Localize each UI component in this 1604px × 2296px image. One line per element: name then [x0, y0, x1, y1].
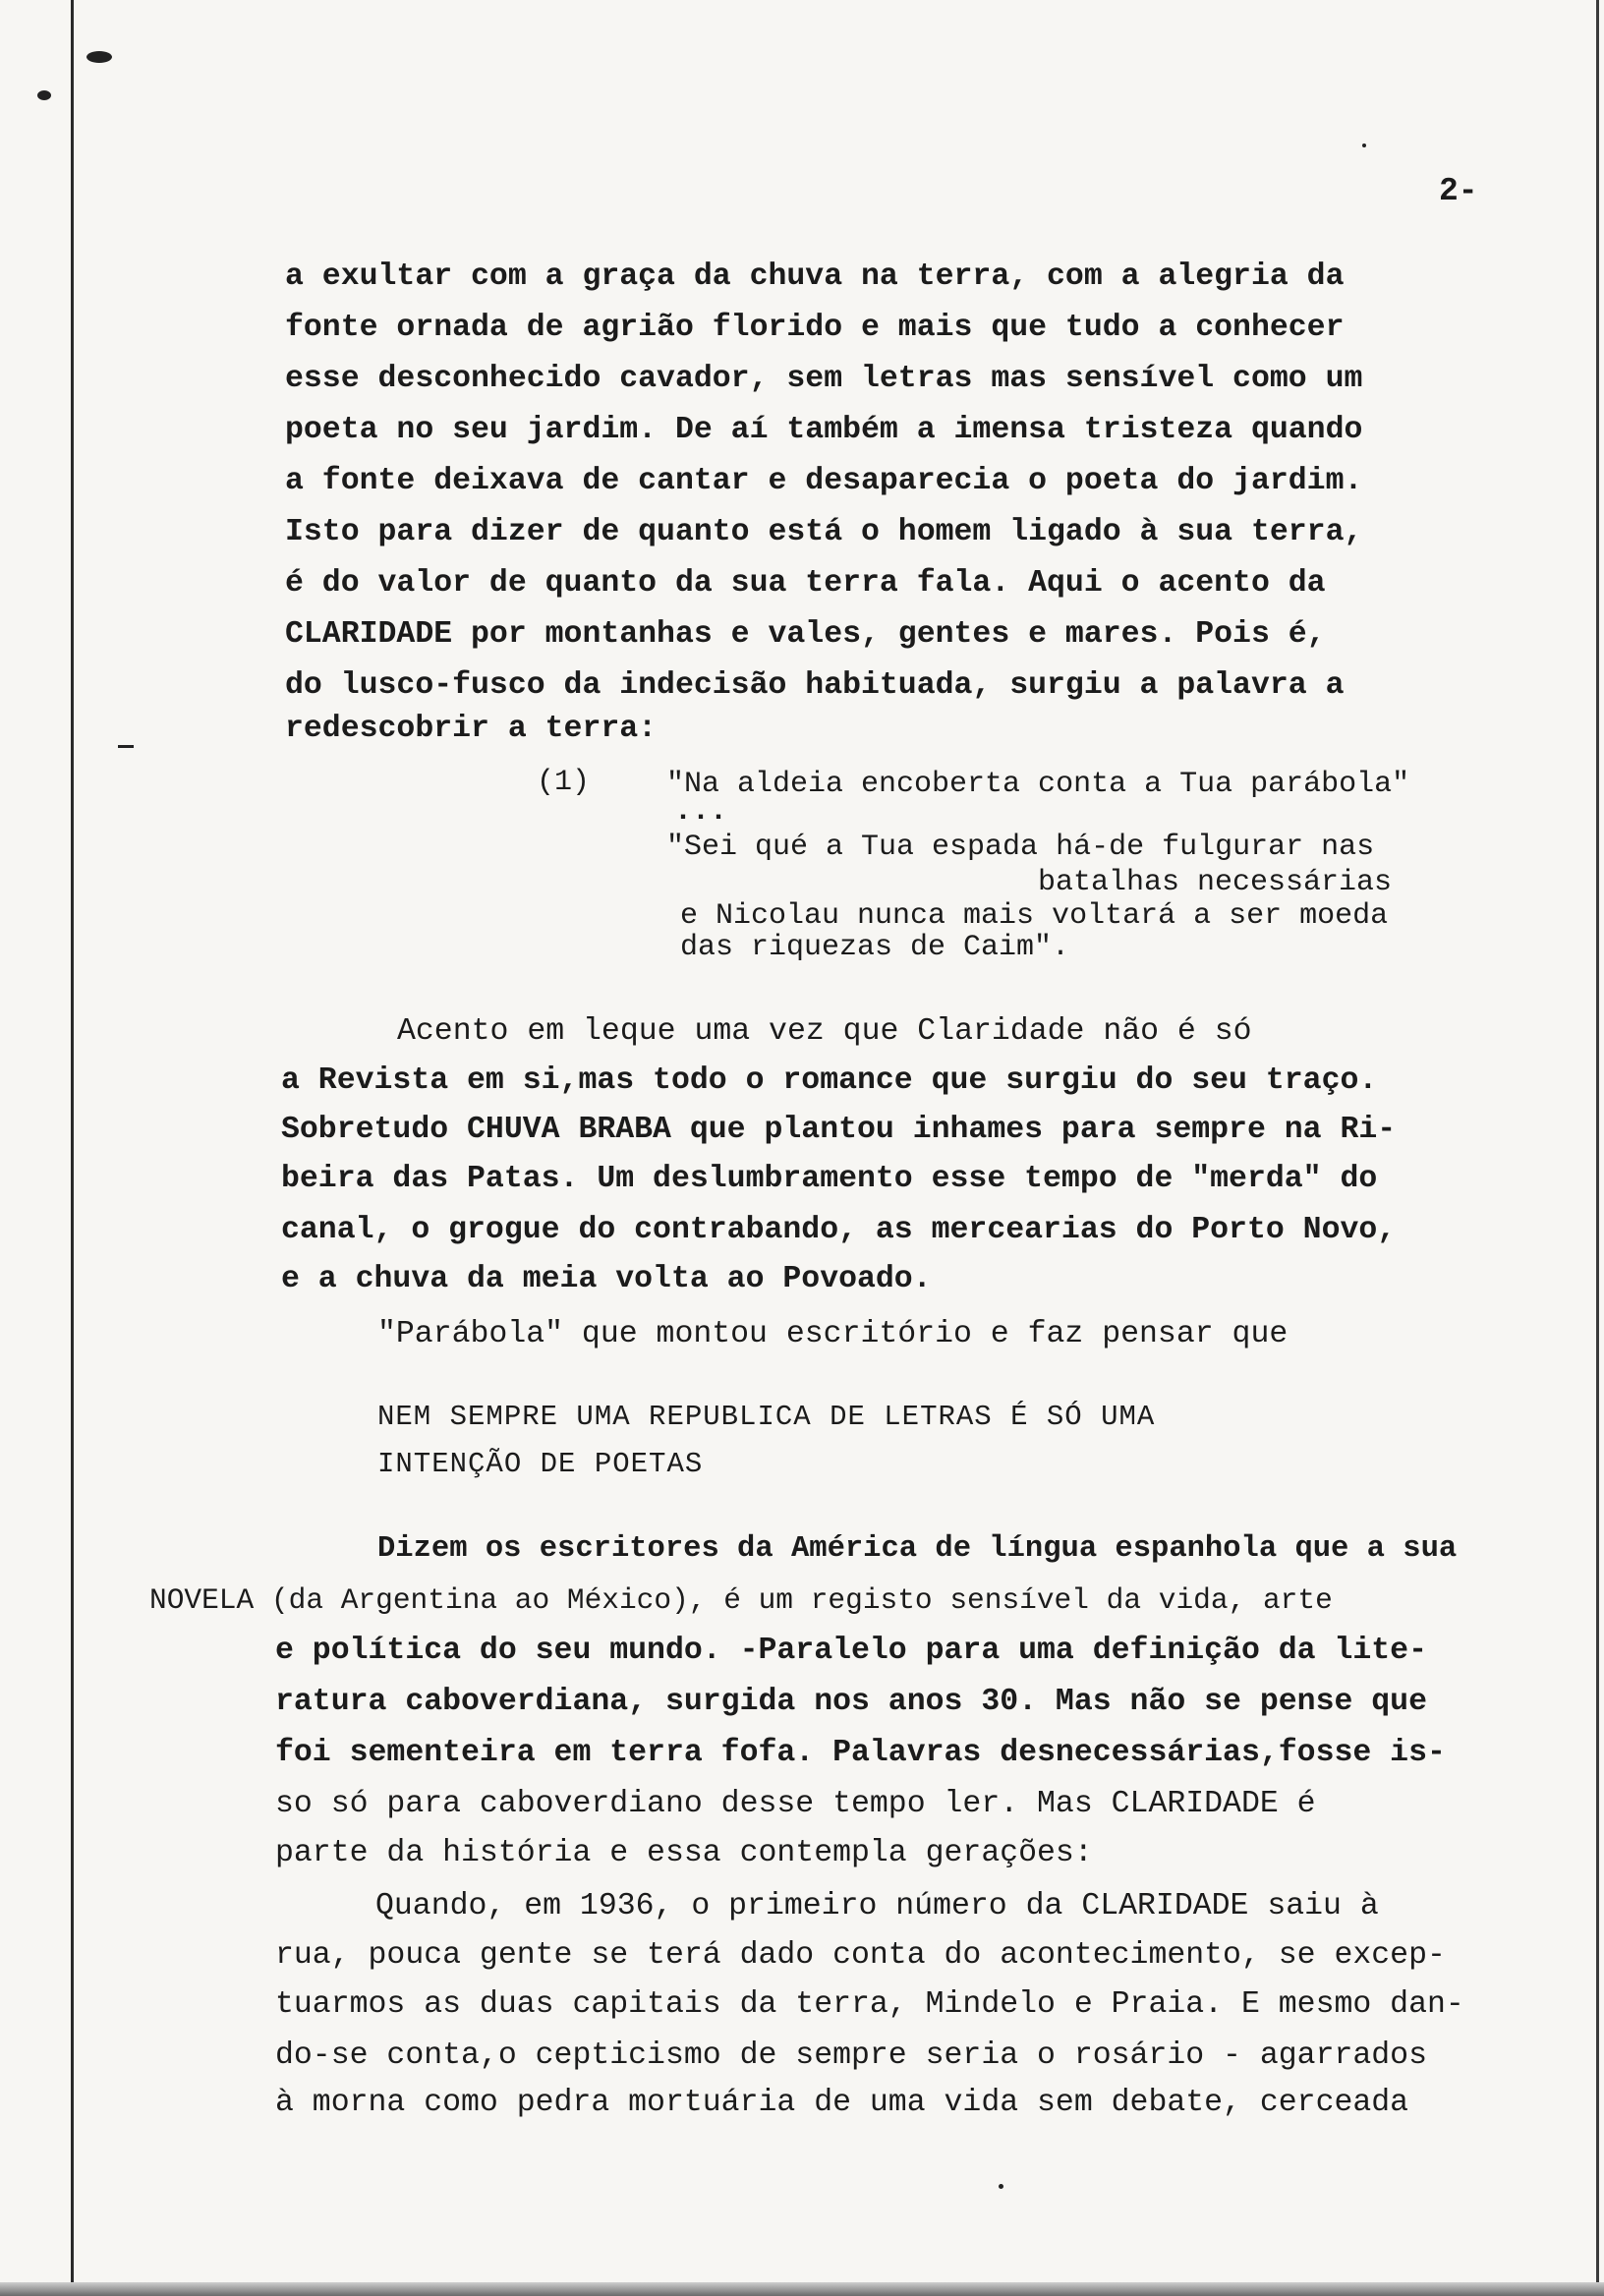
- text-line: do-se conta,o cepticismo de sempre seria o rosário - agarrados: [275, 2038, 1427, 2073]
- text-line: Isto para dizer de quanto está o homem ligado à sua terra,: [285, 515, 1363, 549]
- text-line: fonte ornada de agrião florido e mais que tudo a conhecer: [285, 311, 1345, 345]
- margin-dash: [118, 745, 134, 748]
- text-line: beira das Patas. Um deslumbramento esse tempo de "merda" do: [281, 1162, 1378, 1196]
- quote-line: e Nicolau nunca mais voltará a ser moeda: [680, 899, 1389, 933]
- text-line: a exultar com a graça da chuva na terra, com a alegria da: [285, 259, 1345, 294]
- text-line: poeta no seu jardim. De aí também a imensa tristeza quando: [285, 413, 1363, 447]
- text-line: tuarmos as duas capitais da terra, Mindelo e Praia. E mesmo dan-: [275, 1987, 1464, 2022]
- section-heading: NEM SEMPRE UMA REPUBLICA DE LETRAS É SÓ UMA: [377, 1401, 1156, 1433]
- text-line: Quando, em 1936, o primeiro número da CLARIDADE saiu à: [375, 1889, 1379, 1923]
- scan-speck: [37, 90, 51, 100]
- text-line: Sobretudo CHUVA BRABA que plantou inhames para sempre na Ri-: [281, 1113, 1397, 1147]
- page-number: 2-: [1439, 173, 1478, 209]
- text-line: parte da história e essa contempla gerações:: [275, 1836, 1093, 1870]
- text-line: rua, pouca gente se terá dado conta do acontecimento, se excep-: [275, 1938, 1446, 1973]
- text-line: canal, o grogue do contrabando, as mercearias do Porto Novo,: [281, 1213, 1397, 1247]
- text-line: so só para caboverdiano desse tempo ler. Mas CLARIDADE é: [275, 1787, 1316, 1821]
- scan-bottom-edge: [0, 2282, 1604, 2296]
- scan-speck: [999, 2184, 1003, 2189]
- text-line: "Parábola" que montou escritório e faz pensar que: [377, 1317, 1289, 1351]
- text-line: e a chuva da meia volta ao Povoado.: [281, 1262, 932, 1296]
- scan-speck: [1362, 144, 1366, 147]
- text-line: Acento em leque uma vez que Claridade não é só: [397, 1014, 1252, 1049]
- text-line: do lusco-fusco da indecisão habituada, surgiu a palavra a: [285, 668, 1345, 703]
- text-line: a Revista em si,mas todo o romance que surgiu do seu traço.: [281, 1063, 1378, 1098]
- text-line: Dizem os escritores da América de língua espanhola que a sua: [377, 1532, 1458, 1566]
- quote-line: "Na aldeia encoberta conta a Tua parábola": [666, 768, 1410, 801]
- scan-right-edge: [1596, 0, 1599, 2296]
- text-line: é do valor de quanto da sua terra fala. Aqui o acento da: [285, 566, 1326, 601]
- text-line: ratura caboverdiana, surgida nos anos 30. Mas não se pense que: [275, 1685, 1427, 1719]
- scan-speck: [86, 51, 112, 63]
- quote-line: "Sei qué a Tua espada há-de fulgurar nas: [666, 831, 1375, 864]
- text-line: foi sementeira em terra fofa. Palavras desnecessárias,fosse is-: [275, 1736, 1446, 1770]
- text-line: NOVELA (da Argentina ao México), é um registo sensível da vida, arte: [149, 1583, 1333, 1617]
- text-line: a fonte deixava de cantar e desaparecia o poeta do jardim.: [285, 464, 1363, 498]
- text-line: esse desconhecido cavador, sem letras mas sensível como um: [285, 362, 1363, 396]
- quote-ellipsis: ...: [674, 795, 728, 829]
- scan-left-edge: [71, 0, 74, 2296]
- quote-line: das riquezas de Caim".: [680, 931, 1070, 964]
- text-line: à morna como pedra mortuária de uma vida sem debate, cerceada: [275, 2086, 1409, 2120]
- section-heading: INTENÇÃO DE POETAS: [377, 1448, 704, 1480]
- text-line: redescobrir a terra:: [285, 712, 658, 746]
- text-line: e política do seu mundo. -Paralelo para uma definição da lite-: [275, 1634, 1427, 1668]
- text-line: CLARIDADE por montanhas e vales, gentes e mares. Pois é,: [285, 617, 1326, 652]
- footnote-marker: (1): [537, 766, 591, 799]
- quote-line: batalhas necessárias: [1038, 866, 1393, 899]
